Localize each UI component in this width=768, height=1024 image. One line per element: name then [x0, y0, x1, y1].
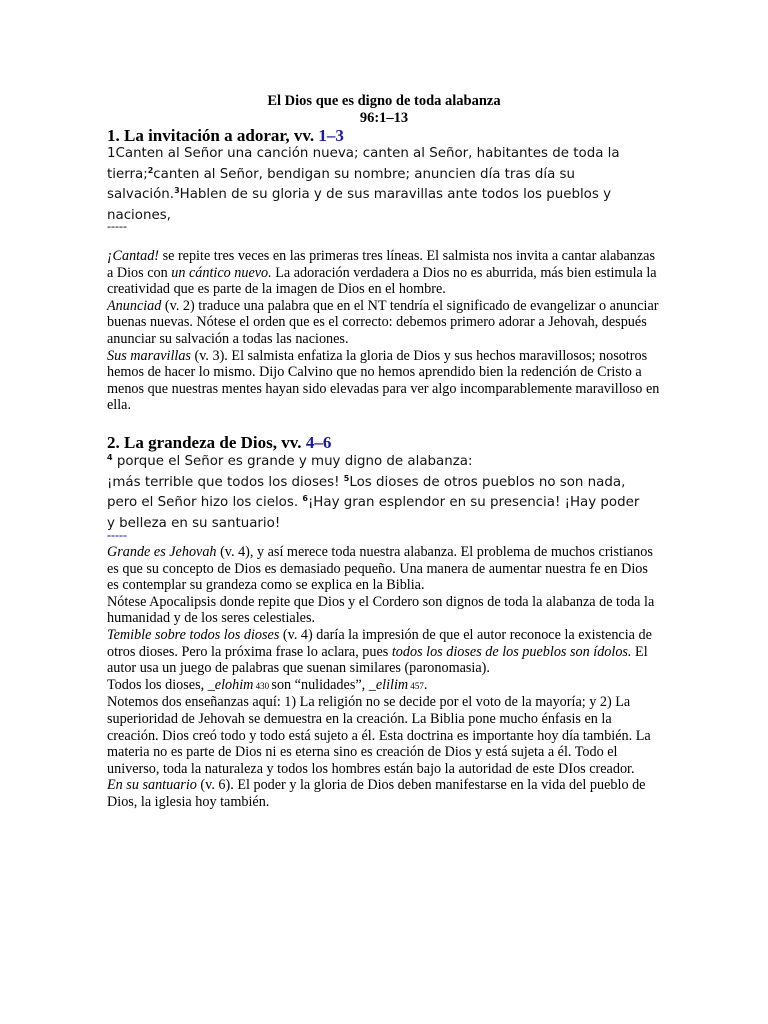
separator: ----- — [107, 528, 127, 542]
text: (v. 6). El poder y la gloria de Dios deben manifestarse en la vida del pueblo de Dios, la iglesia hoy también. — [107, 777, 646, 810]
verse-number: 4 — [107, 453, 113, 462]
text: Todos los dioses, _ — [107, 676, 215, 693]
section-1-commentary — [107, 248, 662, 414]
verse-number: 3 — [174, 186, 180, 195]
text: (v. 4), y así merece toda nuestra alabanza. El problema de muchos cristianos es que su concepto de Dios es demasiado pequeño. Una manera de aumentar nuestra fe en Dios es contemplar su grandeza como se explica en la Biblia. — [107, 544, 653, 594]
commentary-paragraph: Notemos dos enseñanzas aquí: 1) La religión no se decide por el voto de la mayoría; y 2) La superioridad de Jehovah se demuestra en la creación. La Biblia pone mucho énfasis en la creación. Dios creó todo y todo está sujeto a él. Esta doctrina es importante hoy día también. La materia no es parte de Dios ni es eterna sino es creación de Dios y está sujeta a él. Todo el universo, toda la naturaleza y todos los hombres están bajo la autoridad de este DIos creador. — [107, 694, 651, 777]
bible-line — [107, 165, 667, 186]
emphasis: un cántico nuevo. — [171, 264, 272, 281]
text: . — [423, 676, 428, 693]
bible-line — [107, 452, 667, 473]
commentary-paragraph — [107, 348, 662, 414]
commentary-paragraph — [107, 298, 662, 348]
bible-line — [107, 473, 667, 494]
text: son “nulidades”, _ — [271, 676, 376, 693]
separator: ----- — [107, 219, 127, 233]
bible-fragment: Hablen de su gloria y de sus maravillas ante todos los pueblos y — [179, 187, 612, 202]
bible-fragment: Los dioses de otros pueblos no son nada, — [349, 474, 626, 490]
text: (v. 3). El salmista enfatiza la gloria de Dios y sus hechos maravillosos; nosotros hemos de hacer lo mismo. Dijo Calvino que no hemos aprendido bien la redención de Cristo a menos que nuestras mentes hayan sido elevadas para ver algo incomparablemente maravilloso en ella. — [107, 347, 660, 414]
text: se repite tres veces en las primeras tres líneas. El salmista nos invita a cantar alabanzas a Dios con — [107, 248, 656, 281]
strong-number: 457 — [408, 680, 424, 691]
section-2-bible-text — [107, 452, 667, 534]
bible-fragment: salvación. — [107, 187, 175, 202]
commentary-paragraph — [107, 248, 662, 298]
bible-fragment: pero el Señor hizo los cielos. — [107, 495, 299, 510]
text: (v. 2) traduce una palabra que en el NT tendría el significado de evangelizar o anunciar buenas nuevas. Nótese el orden que es el correcto: debemos primero adorar a Jehovah, después anunciar su salvación a todas las naciones. — [107, 297, 659, 347]
bible-fragment: porque el Señor es grande y muy digno de alabanza: — [116, 454, 473, 469]
commentary-paragraph — [107, 544, 662, 594]
strong-number: 430 — [253, 680, 272, 691]
emphasis: En su santuario — [107, 777, 197, 794]
document-subtitle: 96:1–13 — [359, 110, 409, 126]
commentary-paragraph — [107, 627, 662, 677]
section-2-verse-ref-link[interactable]: 4–6 — [305, 433, 332, 452]
emphasis: elohim — [214, 676, 254, 693]
section-1-heading — [107, 126, 344, 146]
emphasis: todos los dioses de los pueblos son ídolos. — [391, 643, 632, 660]
emphasis: Anunciad — [107, 297, 162, 314]
bible-line — [107, 493, 667, 514]
bible-line: naciones, — [107, 207, 171, 223]
commentary-paragraph — [107, 677, 662, 695]
section-2-heading — [107, 433, 331, 453]
section-2-heading-text: 2. La grandeza de Dios, vv. — [107, 433, 306, 452]
verse-number: 5 — [343, 473, 350, 483]
bible-fragment: canten al Señor, bendigan su nombre; anuncien día tras día su — [153, 166, 575, 182]
commentary-paragraph: Nótese Apocalipsis donde repite que Dios y el Cordero son dignos de toda la alabanza de toda la humanidad y de los seres celestiales. — [107, 593, 655, 627]
bible-fragment: tierra; — [107, 166, 148, 182]
section-1-bible-text — [107, 144, 667, 226]
section-1-verse-ref-link[interactable]: 1–3 — [318, 126, 344, 145]
text: La adoración verdadera a Dios no es aburrida, más bien estimula la creatividad que es parte de la imagen de Dios en el hombre. — [107, 264, 657, 298]
bible-line: 1Canten al Señor una canción nueva; canten al Señor, habitantes de toda la — [107, 146, 620, 161]
text: (v. 4) daría la impresión de que el autor reconoce la existencia de otros dioses. Pero la próxima frase lo aclara, pues — [107, 626, 652, 660]
section-1-heading-text: 1. La invitación a adorar, vv. — [107, 126, 319, 145]
commentary-paragraph — [107, 777, 662, 810]
emphasis: ¡Cantad! — [107, 248, 160, 264]
emphasis: elilim — [375, 676, 409, 693]
text: El autor usa un juego de palabras que suenan similares (paronomasia). — [107, 643, 648, 677]
bible-line — [107, 185, 667, 206]
emphasis: Sus maravillas — [107, 347, 191, 364]
verse-number: 2 — [147, 165, 154, 175]
document-title: El Dios que es digno de toda alabanza — [267, 93, 501, 109]
bible-fragment: ¡más terrible que todos los dioses! — [107, 474, 340, 490]
verse-number: 6 — [302, 494, 308, 503]
emphasis: Grande es Jehovah — [107, 544, 217, 560]
section-2-commentary — [107, 544, 662, 811]
emphasis: Temible sobre todos los dioses — [107, 626, 280, 643]
bible-fragment: ¡Hay gran esplendor en su presencia! ¡Hay poder — [307, 495, 640, 510]
bible-line: y belleza en su santuario! — [107, 515, 281, 531]
